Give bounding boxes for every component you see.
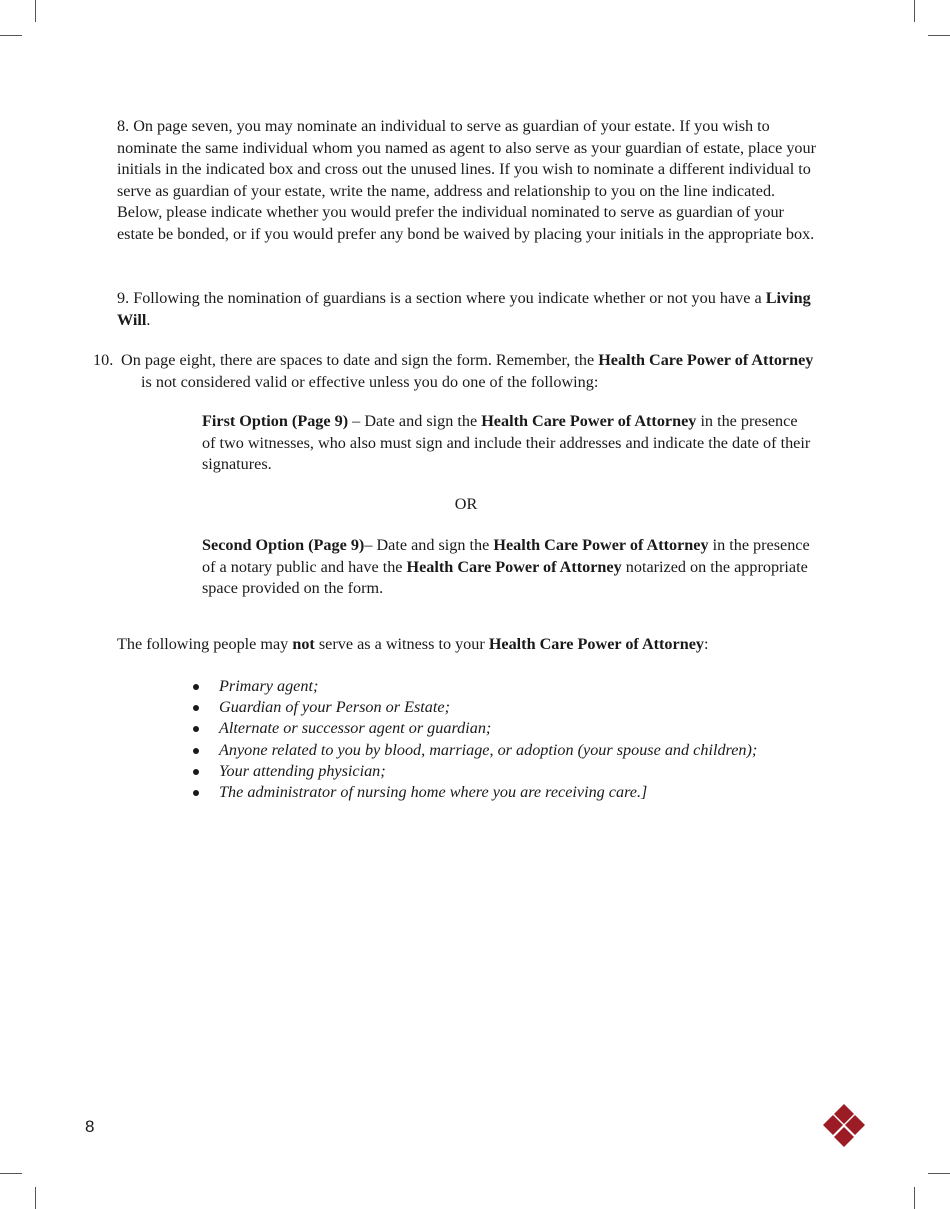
instruction-paragraph-8	[117, 116, 817, 245]
hcpa-term: Health Care Power of Attorney	[598, 351, 814, 369]
paragraph-text: On page eight, there are spaces to date and sign the form. Remember, the	[121, 351, 595, 369]
list-item: Primary agent;	[193, 676, 833, 697]
list-item: Your attending physician;	[193, 761, 833, 782]
crop-mark	[928, 1173, 950, 1174]
list-item: Alternate or successor agent or guardian;	[193, 718, 833, 739]
list-item: Anyone related to you by blood, marriage, or adoption (your spouse and children);	[193, 740, 833, 761]
page-number: 8	[85, 1117, 95, 1136]
paragraph-text: Following the nomination of guardians is a section where you indicate whether or not you have a	[133, 289, 762, 307]
crop-mark	[35, 0, 36, 22]
first-option: First Option (Page 9) – Date and sign the Health Care Power of Attorney in the presence of two witnesses, who also must sign and include their addresses and indicate the date of their signatures.	[202, 412, 811, 473]
hcpa-term: Health Care Power of Attorney	[481, 412, 697, 430]
hcpa-term: Health Care Power of Attorney	[406, 557, 622, 576]
hcpa-term: Health Care Power of Attorney	[493, 536, 709, 554]
option-label: First Option (Page 9)	[202, 412, 349, 430]
diamond-cluster-icon	[822, 1103, 866, 1149]
or-separator: OR	[454, 495, 478, 513]
crop-mark	[928, 35, 950, 36]
second-option: Second Option (Page 9)– Date and sign the Health Care Power of Attorney in the presence of a notary public and have the Health Care Power of Attorney notarized on the appropriate space provided on the form.	[202, 536, 810, 597]
instruction-paragraph-9: 9. Following the nomination of guardians is a section where you indicate whether or not you have a Living Will.	[117, 289, 811, 329]
living-will-term: Living Will	[117, 289, 811, 329]
item-number: 9.	[117, 289, 130, 307]
paragraph-text: is not considered valid or effective unless you do one of the following:	[141, 372, 599, 391]
bullet-icon	[193, 726, 199, 732]
not-emphasis: not	[292, 635, 315, 653]
bullet-icon	[193, 748, 199, 754]
paragraph-text: On page seven, you may nominate an individual to serve as guardian of your estate. If you wish to nominate the same individual whom you named as agent to also serve as your guardian of estate, place your initials in the indicated box and cross out the unused lines. If you wish to nominate a different individual to serve as guardian of your estate, write the name, address and relationship to you on the line indicated. Below, please indicate whether you would prefer the individual nominated to serve as guardian of your estate be bonded, or if you would prefer any bond be waived by placing your initials in the appropriate box.	[117, 117, 817, 243]
hcpa-term: Health Care Power of Attorney	[488, 635, 704, 653]
bullet-icon	[193, 790, 199, 796]
item-number: 8.	[117, 117, 130, 135]
crop-mark	[0, 35, 22, 36]
crop-mark	[914, 1187, 915, 1209]
bullet-icon	[193, 684, 199, 690]
instruction-paragraph-10: 10. On page eight, there are spaces to date and sign the form. Remember, the Health Care Power of Attorney is not considered valid or effective unless you do one of the following:	[93, 351, 814, 391]
list-item: The administrator of nursing home where you are receiving care.]	[193, 782, 833, 803]
crop-mark	[0, 1173, 22, 1174]
list-item: Guardian of your Person or Estate;	[193, 697, 833, 718]
crop-mark	[914, 0, 915, 22]
witness-intro: The following people may not serve as a witness to your Health Care Power of Attorney:	[117, 635, 709, 653]
bullet-icon	[193, 705, 199, 711]
crop-mark	[35, 1187, 36, 1209]
option-label: Second Option (Page 9)	[202, 536, 365, 554]
bullet-icon	[193, 769, 199, 775]
excluded-witness-list	[193, 676, 833, 803]
